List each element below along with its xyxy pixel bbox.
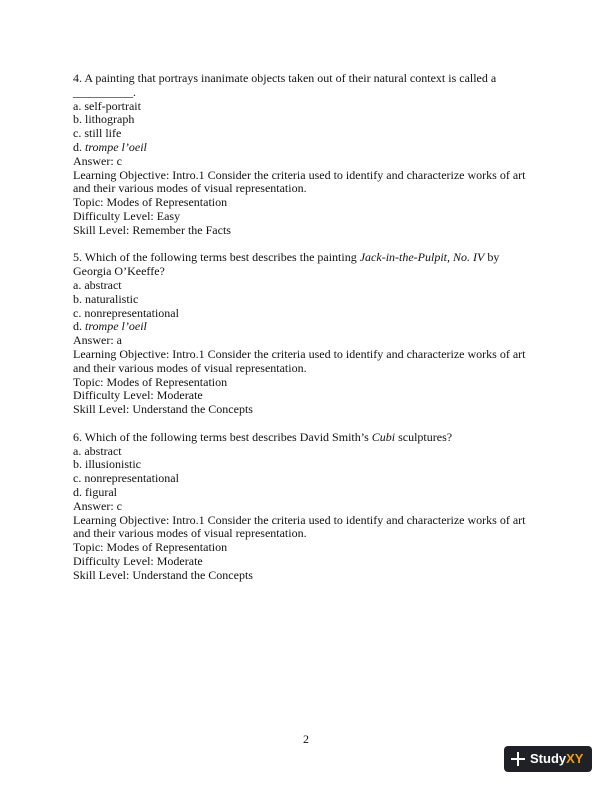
option-text: self-portrait [84,98,141,113]
answer-option [73,320,543,334]
learning-objective-line: and their various modes of visual representation. [73,181,307,196]
option-letter: b. [73,291,85,306]
learning-objective-line: Learning Objective: Intro.1 Consider the criteria used to identify and characterize works of art [73,167,526,182]
topic-line: Topic: Modes of Representation [73,195,228,210]
option-letter: c. [73,471,85,486]
difficulty-line: Difficulty Level: Easy [73,208,181,223]
question-list [73,72,543,596]
option-text: figural [85,484,117,499]
answer-option [73,127,543,141]
question-stem-line [73,86,543,100]
question-stem-line [73,251,543,265]
option-text: nonrepresentational [84,471,179,486]
stem-text: by [484,250,500,265]
option-letter: b. [73,457,85,472]
option-text: still life [84,126,122,141]
stem-italic-title: Jack-in-the-Pulpit, No. IV [359,250,485,265]
answer-key: Answer: c [73,153,122,168]
answer-option [73,100,543,114]
stem-italic-title: Cubi [371,429,396,444]
option-text: illusionistic [85,457,142,472]
question-stem-line [73,72,543,86]
plus-icon [511,752,525,766]
learning-objective-line: and their various modes of visual representation. [73,360,307,375]
answer-option [73,472,543,486]
option-text: lithograph [85,112,135,127]
option-text: trompe l’oeil [85,319,147,334]
answer-option [73,293,543,307]
brand-prefix: Study [530,751,567,767]
learning-objective-line: Learning Objective: Intro.1 Consider the criteria used to identify and characterize works of art [73,346,526,361]
answer-option [73,279,543,293]
option-letter: d. [73,484,85,499]
learning-objective-line: and their various modes of visual representation. [73,526,307,541]
option-text: abstract [84,277,122,292]
option-letter: d. [73,319,85,334]
skill-line: Skill Level: Understand the Concepts [73,402,253,417]
option-letter: d. [73,139,85,154]
difficulty-line: Difficulty Level: Moderate [73,388,203,403]
stem-text: sculptures? [395,429,453,444]
question-block [73,72,543,238]
option-text: abstract [84,443,122,458]
answer-option [73,307,543,321]
studyxy-watermark[interactable] [504,746,592,772]
answer-option [73,113,543,127]
answer-option [73,486,543,500]
answer-option [73,445,543,459]
option-text: naturalistic [85,291,139,306]
difficulty-line: Difficulty Level: Moderate [73,553,203,568]
stem-text: 4. A painting that portrays inanimate objects taken out of their natural context is called a [73,71,497,85]
learning-objective-line: Learning Objective: Intro.1 Consider the criteria used to identify and characterize works of art [73,512,526,527]
brand-suffix: XY [566,751,584,767]
stem-text: 5. Which of the following terms best describes the painting [73,250,360,265]
option-letter: a. [73,98,85,113]
skill-line: Skill Level: Remember the Facts [73,222,231,237]
option-letter: a. [73,443,85,458]
answer-option [73,141,543,155]
page-number: 2 [303,732,309,746]
option-letter: b. [73,112,85,127]
topic-line: Topic: Modes of Representation [73,374,228,389]
question-stem-line [73,265,543,279]
answer-key: Answer: c [73,498,122,513]
option-letter: c. [73,305,85,320]
stem-text: __________. [73,84,136,99]
answer-option [73,458,543,472]
question-block [73,251,543,417]
option-text: trompe l’oeil [85,139,147,154]
answer-key: Answer: a [73,333,122,348]
option-text: nonrepresentational [84,305,179,320]
question-block [73,431,543,583]
option-letter: a. [73,277,85,292]
topic-line: Topic: Modes of Representation [73,540,228,555]
skill-line: Skill Level: Understand the Concepts [73,567,253,582]
option-letter: c. [73,126,85,141]
question-stem-line [73,431,543,445]
stem-text: Georgia O’Keeffe? [73,264,165,279]
stem-text: 6. Which of the following terms best describes David Smith’s [73,429,372,444]
